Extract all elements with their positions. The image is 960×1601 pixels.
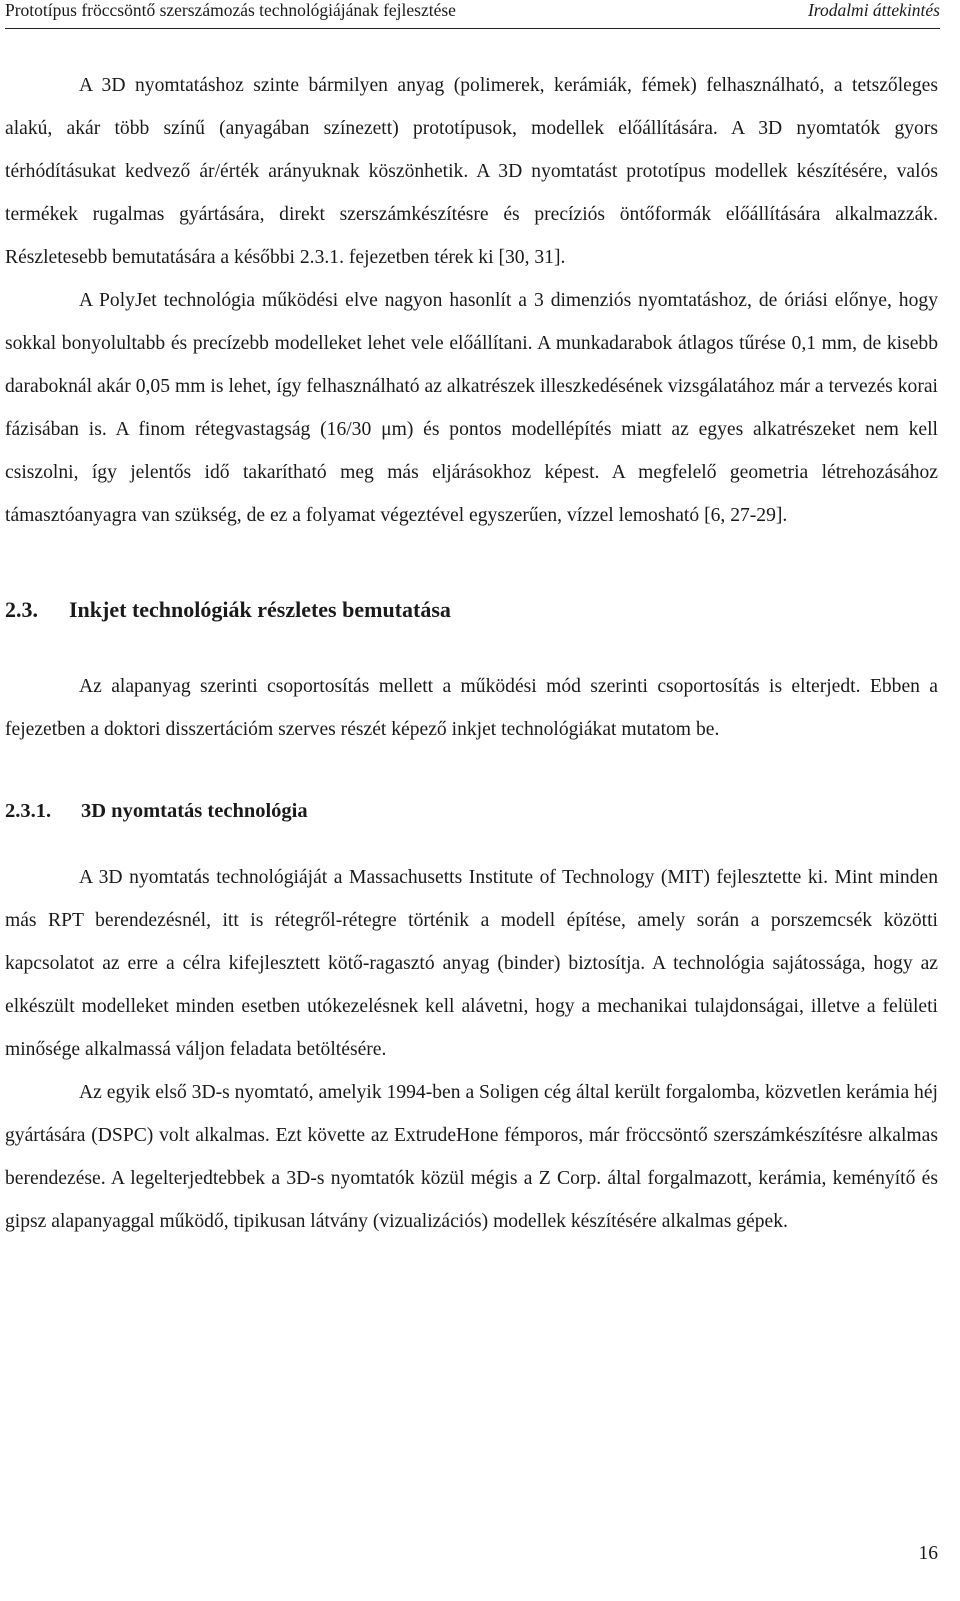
body-paragraph: A 3D nyomtatáshoz szinte bármilyen anyag (polimerek, kerámiák, fémek) felhasználható, a tetszőleges alakú, akár több színű (anyagában színezett) prototípusok, modellek előállítására. A 3D nyomtatók gyors térhódításukat kedvező ár/érték arányuknak köszönhetik. A 3D nyomtatást prototípus modellek készítésére, valós termékek rugalmas gyártására, direkt szerszámkészítésre és precíziós öntőformák előállítására alkalmazzák. Részletesebb bemutatására a későbbi 2.3.1. fejezetben térek ki [30, 31]. — [5, 75, 938, 268]
section-heading — [5, 595, 938, 625]
page-header — [5, 0, 940, 29]
running-title: Prototípus fröccsöntő szerszámozás technológiájának fejlesztése — [5, 0, 456, 20]
body-paragraph: A 3D nyomtatás technológiáját a Massachusetts Institute of Technology (MIT) fejlesztette ki. Mint minden más RPT berendezésnél, itt is rétegről-rétegre történik a modell építése, amely során a porszemcsék közötti kapcsolatot az erre a célra kifejlesztett kötő-ragasztó anyag (binder) biztosítja. A technológia sajátossága, hogy az elkészült modelleket minden esetben utókezelésnek kell alávetni, hogy a mechanikai tulajdonságai, illetve a felületi minősége alkalmassá váljon feladata betöltésére. — [5, 867, 938, 1060]
body-paragraph: A PolyJet technológia működési elve nagyon hasonlít a 3 dimenziós nyomtatáshoz, de óriási előnye, hogy sokkal bonyolultabb és precízebb modelleket lehet vele előállítani. A munkadarabok átlagos tűrése 0,1 mm, de kisebb daraboknál akár 0,05 mm is lehet, így felhasználható az alkatrészek illeszkedésének vizsgálatához már a tervezés korai fázisában is. A finom rétegvastagság (16/30 μm) és pontos modellépítés miatt az egyes alkatrészeket nem kell csiszolni, így jelentős idő takarítható meg más eljárásokhoz képest. A megfelelő geometria létrehozásához támasztóanyagra van szükség, de ez a folyamat végeztével egyszerűen, vízzel lemosható [6, 27-29]. — [5, 290, 938, 526]
subsection-number: 2.3.1. — [5, 800, 52, 822]
subsection-title: 3D nyomtatás technológia — [81, 800, 308, 822]
subsection-heading — [5, 796, 938, 826]
body-paragraph: Az egyik első 3D-s nyomtató, amelyik 1994-ben a Soligen cég által került forgalomba, közvetlen kerámia héj gyártására (DSPC) volt alkalmas. Ezt követte az ExtrudeHone fémporos, már fröccsöntő szerszámkészítésre alkalmas berendezése. A legelterjedtebbek a 3D-s nyomtatók közül mégis a Z Corp. által forgalmazott, kerámia, keményítő és gipsz alapanyaggal működő, tipikusan látvány (vizualizációs) modellek készítésére alkalmas gépek. — [5, 1082, 938, 1232]
page-body — [5, 64, 938, 1243]
section-title: Inkjet technológiák részletes bemutatása — [69, 597, 451, 622]
body-paragraph: Az alapanyag szerinti csoportosítás mellett a működési mód szerinti csoportosítás is elterjedt. Ebben a fejezetben a doktori disszertációm szerves részét képező inkjet technológiákat mutatom be. — [5, 676, 938, 740]
running-section: Irodalmi áttekintés — [807, 0, 940, 20]
section-number: 2.3. — [5, 597, 38, 622]
page-number: 16 — [918, 1543, 938, 1564]
